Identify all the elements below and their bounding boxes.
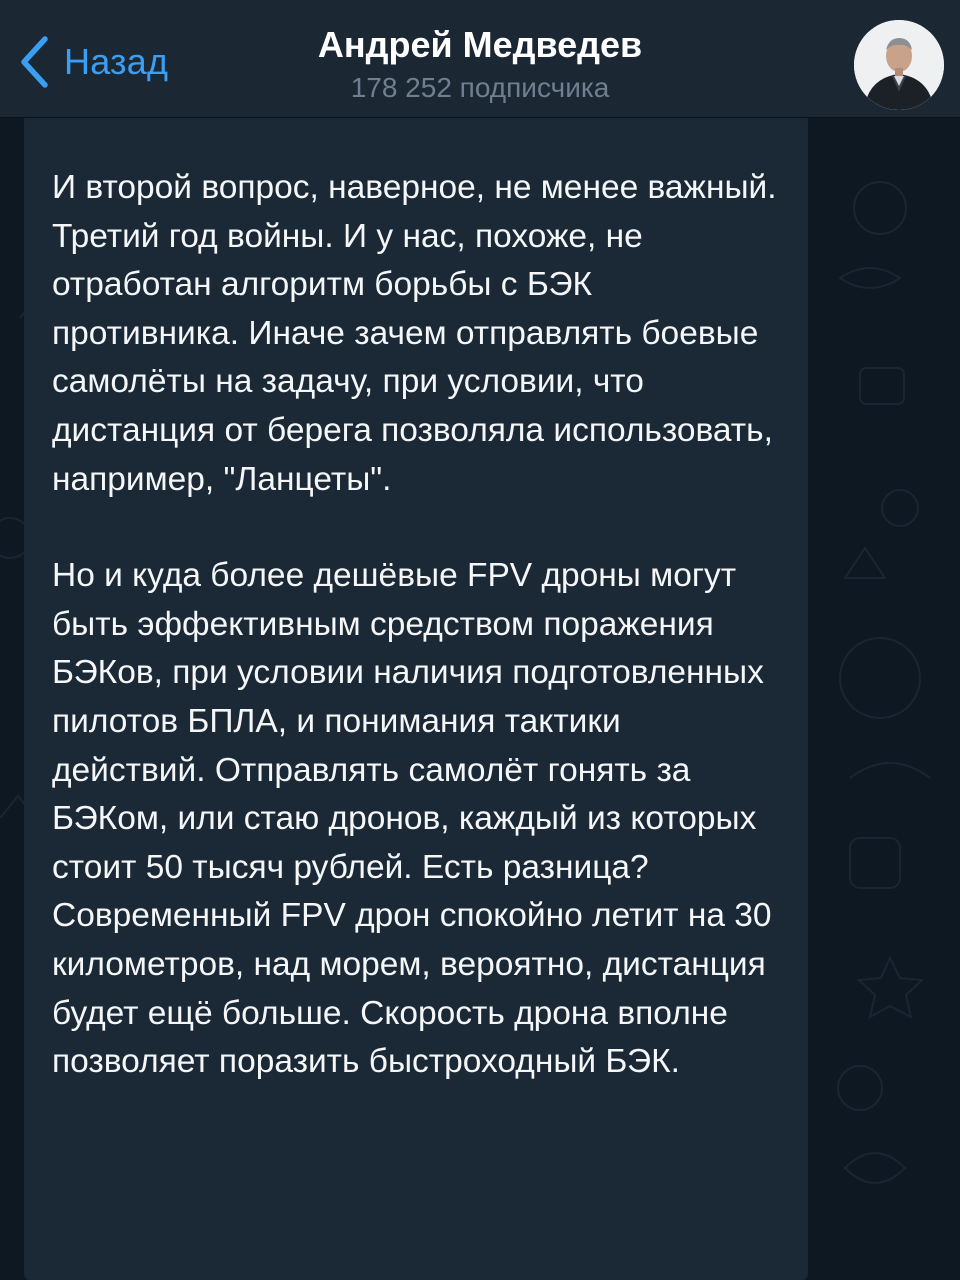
channel-avatar[interactable] xyxy=(854,20,944,110)
channel-title: Андрей Медведев xyxy=(317,24,643,65)
message-bubble[interactable] xyxy=(24,118,808,1280)
chat-header xyxy=(0,0,960,118)
message-paragraph-2: Но и куда более дешёвые FPV дроны могут быть эффективным средством поражения БЭКов, при условии наличия подготовленных пилотов БПЛА, и понимания тактики действий. Отправлять самолёт гонять за БЭКом, или стаю дронов, каждый из которых стоит 50 тысяч рублей. Есть разница? Современный FPV дрон спокойно летит на 30 километров, над морем, вероятно, дистанция будет ещё больше. Скорость дрона вполне позволяет поразить быстроходный БЭК. xyxy=(52,557,772,1081)
back-label: Назад xyxy=(64,41,169,82)
avatar-photo xyxy=(854,20,944,110)
message-paragraph-1: И второй вопрос, наверное, не менее важный. Третий год войны. И у нас, похоже, не отработан алгоритм борьбы с БЭК противника. Иначе зачем отправлять боевые самолёты на задачу, при условии, что дистанция от берега позволяла использовать, например, "Ланцеты". xyxy=(52,169,777,498)
subscriber-count: 178 252 подписчика xyxy=(350,72,610,103)
channel-info[interactable] xyxy=(0,24,960,106)
